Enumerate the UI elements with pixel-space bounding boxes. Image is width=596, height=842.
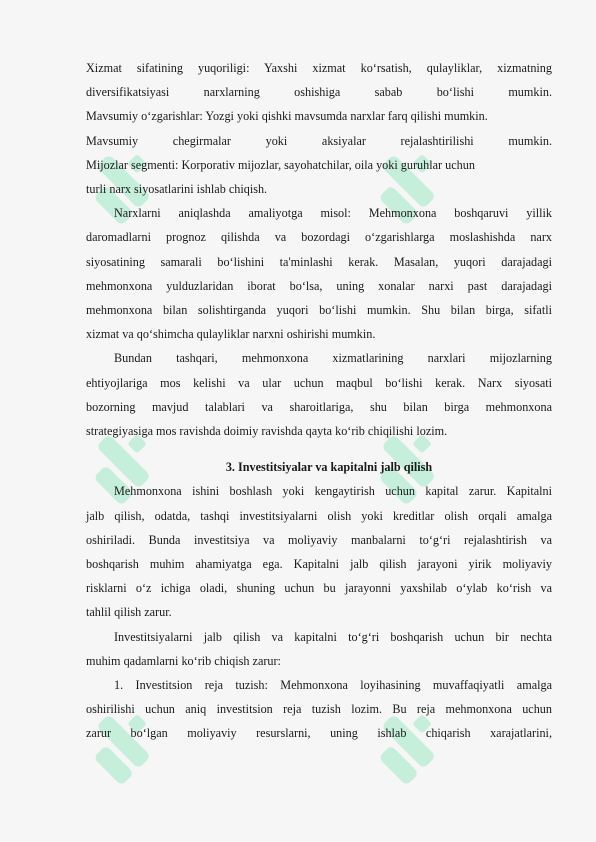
text-line: jalb qilish, odatda, tashqi investitsiyalarni olish yoki kreditlar olish orqali amalga (86, 508, 552, 523)
paragraph-pricing-example (86, 201, 552, 346)
text-line: daromadlarni prognoz qilishda va bozordagi o‘zgarishlarga moslashishda narx (86, 230, 552, 245)
text-line: Xizmat sifatining yuqoriligi: Yaxshi xizmat ko‘rsatish, qulayliklar, xizmatning (86, 61, 552, 75)
text-line: Investitsiyalarni jalb qilish va kapitalni to‘g‘ri boshqarish uchun bir nechta (114, 629, 552, 644)
text-line: bozorning mavjud talablari va sharoitlariga, shu bilan birga mehmonxona (86, 399, 552, 414)
text-line: mehmonxona yulduzlaridan iborat bo‘lsa, uning xonalar narxi past darajadagi (86, 278, 552, 293)
paragraph-customer-needs (86, 346, 552, 443)
text-line: tahlil qilish zarur. (86, 605, 172, 620)
text-line: Narxlarni aniqlashda amaliyotga misol: Mehmonxona boshqaruvi yillik (114, 206, 552, 221)
text-line: zarur bo‘lgan moliyaviy resurslarni, uning ishlab chiqarish xarajatlarini, (86, 726, 552, 741)
paragraph-capital (86, 479, 552, 624)
text-line: Mavsumiy chegirmalar yoki aksiyalar rejalashtirilishi mumkin. (86, 133, 552, 148)
text-line: strategiyasiga mos ravishda doimiy ravishda qayta ko‘rib chiqilishi lozim. (86, 424, 448, 439)
text-line: Mavsumiy o‘zgarishlar: Yozgi yoki qishki mavsumda narxlar farq qilishi mumkin. (86, 109, 488, 124)
text-line: xizmat va qo‘shimcha qulayliklar narxni oshirishi mumkin. (86, 327, 376, 342)
text-line: Mehmonxona ishini boshlash yoki kengaytirish uchun kapital zarur. Kapitalni (114, 484, 552, 499)
text-line: oshiriladi. Bunda investitsiya va moliyaviy manbalarni to‘g‘ri rejalashtirish va (86, 532, 552, 547)
text-line: siyosatining samarali bo‘lishini ta'minlashi kerak. Masalan, yuqori darajadagi (86, 254, 552, 269)
section-heading: 3. Investitsiyalar va kapitalni jalb qilish (225, 460, 433, 475)
text-line: Mijozlar segmenti: Korporativ mijozlar, sayohatchilar, oila yoki guruhlar uchun (86, 157, 475, 172)
text-line: boshqarish muhim ahamiyatga ega. Kapitalni jalb qilish jarayoni yirik moliyaviy (86, 557, 552, 572)
paragraph-investment-plan (86, 673, 552, 746)
text-line: turli narx siyosatlarini ishlab chiqish. (86, 182, 268, 197)
paragraph-service-quality (86, 56, 552, 201)
text-line: 1. Investitsion reja tuzish: Mehmonxona loyihasining muvaffaqiyatli amalga (114, 678, 552, 693)
text-line: Bundan tashqari, mehmonxona xizmatlarining narxlari mijozlarning (114, 351, 552, 366)
text-line: risklarni o‘z ichiga oladi, shuning uchun bu jarayonni yaxshilab o‘ylab ko‘rish va (86, 581, 552, 596)
text-line: diversifikatsiyasi narxlarning oshishiga sabab bo‘lishi mumkin. (86, 85, 552, 100)
text-line: mehmonxona bilan solishtirganda yuqori bo‘lishi mumkin. Shu bilan birga, sifatli (86, 303, 552, 318)
text-line: oshirilishi uchun aniq investitsion reja tuzish lozim. Bu reja mehmonxona uchun (86, 702, 552, 717)
text-line: ehtiyojlariga mos kelishi va ular uchun maqbul bo‘lishi kerak. Narx siyosati (86, 375, 552, 390)
text-line: muhim qadamlarni ko‘rib chiqish zarur: (86, 653, 281, 668)
paragraph-investment-steps (86, 625, 552, 673)
document-body (86, 56, 552, 746)
